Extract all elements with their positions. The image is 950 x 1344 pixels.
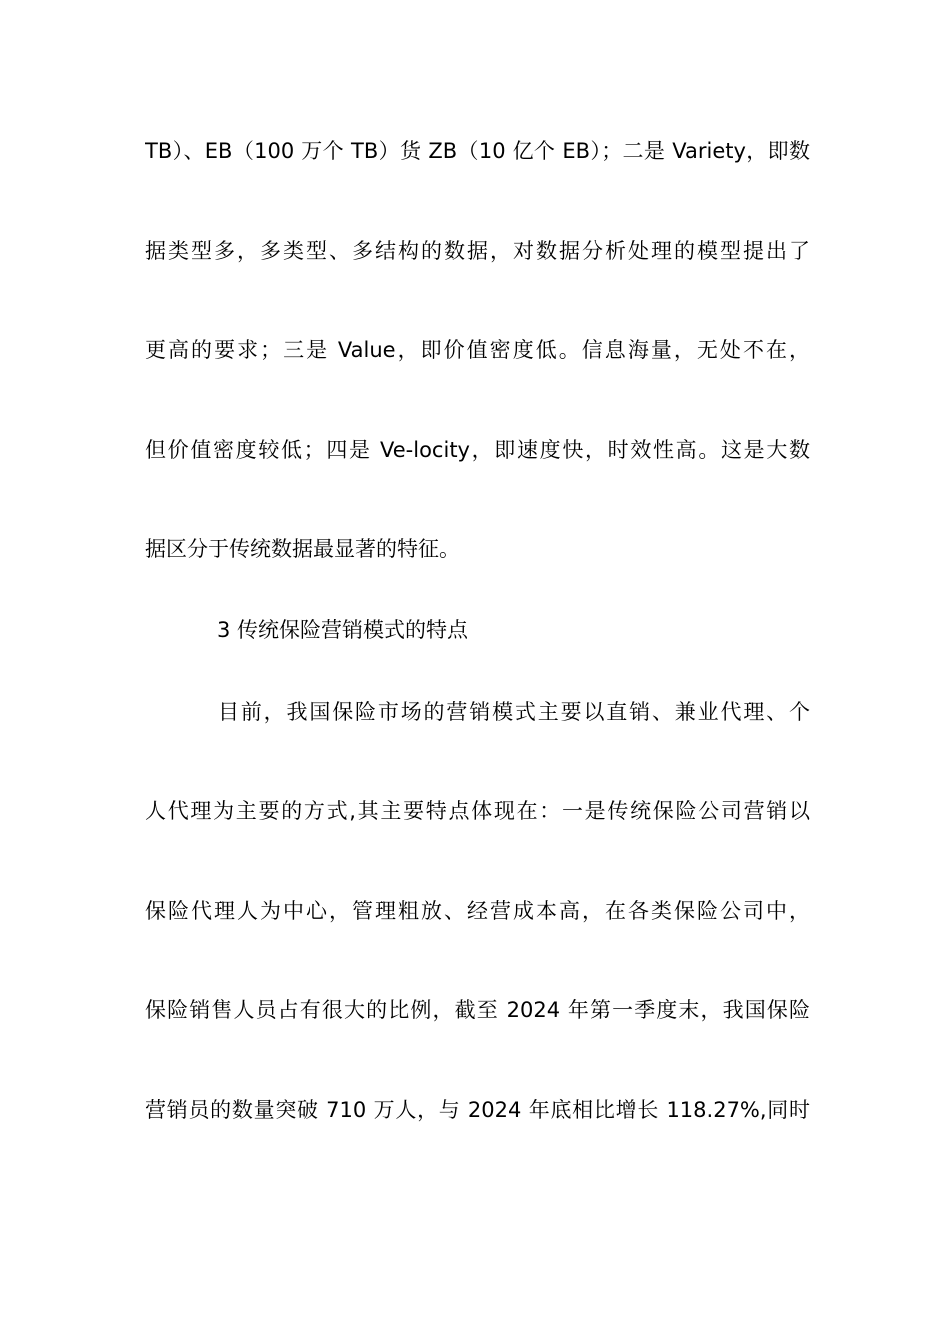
text-line: 目前，我国保险市场的营销模式主要以直销、兼业代理、个 [218,700,810,724]
text-line: 保险代理人为中心，管理粗放、经营成本高，在各类保险公司中， [145,899,810,923]
text-line: 更高的要求；三是 Value，即价值密度低。信息海量，无处不在， [145,338,810,362]
section-heading: 3 传统保险营销模式的特点 [217,618,469,642]
text-line: 人代理为主要的方式,其主要特点体现在：一是传统保险公司营销以 [145,799,810,823]
text-line: TB）、EB（100 万个 TB）货 ZB（10 亿个 EB）；二是 Variety，即数 [145,139,810,163]
text-line: 保险销售人员占有很大的比例，截至 2024 年第一季度末，我国保险 [145,998,810,1022]
text-line: 但价值密度较低；四是 Ve-locity，即速度快，时效性高。这是大数 [145,438,810,462]
text-line: 据区分于传统数据最显著的特征。 [145,537,460,561]
text-line: 据类型多，多类型、多结构的数据，对数据分析处理的模型提出了 [145,239,810,263]
text-line: 营销员的数量突破 710 万人，与 2024 年底相比增长 118.27%,同时 [145,1098,810,1122]
